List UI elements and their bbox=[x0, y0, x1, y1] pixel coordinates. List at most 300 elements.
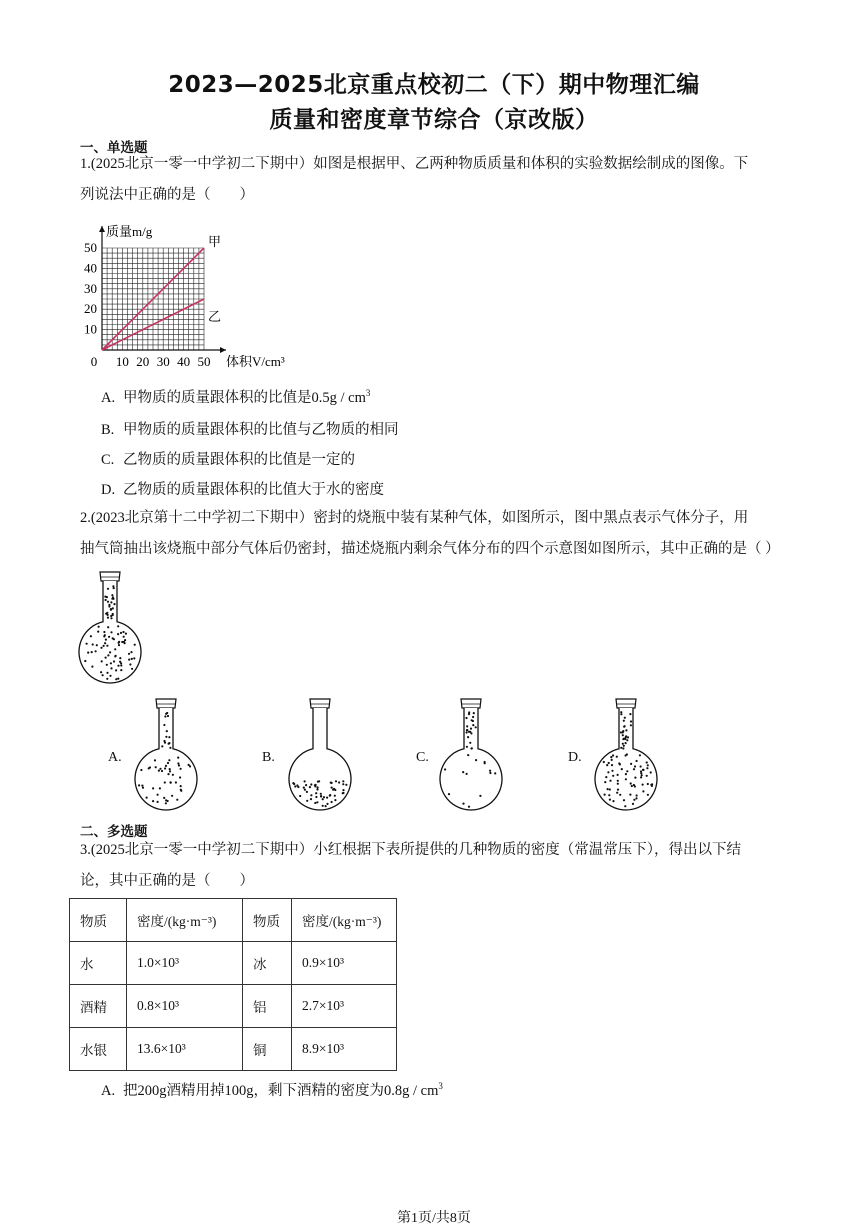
gas-molecule bbox=[642, 784, 644, 786]
gas-molecule bbox=[612, 775, 614, 777]
gas-molecule bbox=[636, 794, 638, 796]
stopper bbox=[616, 699, 636, 708]
gas-molecule bbox=[494, 772, 496, 774]
gas-molecule bbox=[338, 781, 340, 783]
x-axis-label: 体积V/cm³ bbox=[226, 354, 285, 369]
gas-molecule bbox=[622, 738, 624, 740]
gas-molecule bbox=[342, 783, 344, 785]
gas-molecule bbox=[466, 729, 468, 731]
x-tick-label: 30 bbox=[156, 354, 170, 369]
gas-molecule bbox=[119, 661, 121, 663]
stopper bbox=[100, 572, 120, 581]
y-tick-label: 50 bbox=[84, 240, 97, 255]
gas-molecule bbox=[329, 795, 331, 797]
gas-molecule bbox=[117, 625, 119, 627]
gas-molecule bbox=[467, 754, 469, 756]
gas-molecule bbox=[334, 795, 336, 797]
gas-molecule bbox=[108, 636, 110, 638]
gas-molecule bbox=[316, 788, 318, 790]
gas-molecule bbox=[141, 785, 143, 787]
gas-molecule bbox=[467, 736, 469, 738]
table-cell: 水银 bbox=[70, 1028, 127, 1071]
gas-molecule bbox=[124, 642, 126, 644]
stopper bbox=[461, 699, 481, 708]
gas-molecule bbox=[625, 773, 627, 775]
gas-molecule bbox=[299, 795, 301, 797]
gas-molecule bbox=[472, 716, 474, 718]
gas-molecule bbox=[466, 773, 468, 775]
gas-molecule bbox=[107, 588, 109, 590]
gas-molecule bbox=[333, 788, 335, 790]
gas-molecule bbox=[342, 780, 344, 782]
gas-molecule bbox=[468, 806, 470, 808]
gas-molecule bbox=[620, 747, 622, 749]
gas-molecule bbox=[110, 617, 112, 619]
question-text-line: 抽气筒抽出该烧瓶中部分气体后仍密封，描述烧瓶内剩余气体分布的四个示意图如图所示，其中正确的是（ ） bbox=[80, 541, 780, 557]
gas-molecule bbox=[316, 801, 318, 803]
gas-molecule bbox=[479, 795, 481, 797]
gas-molecule bbox=[448, 793, 450, 795]
gas-molecule bbox=[112, 598, 114, 600]
table-cell: 水 bbox=[70, 942, 127, 985]
gas-molecule bbox=[108, 604, 110, 606]
gas-molecule bbox=[617, 789, 619, 791]
gas-molecule bbox=[84, 660, 86, 662]
gas-molecule bbox=[107, 617, 109, 619]
gas-molecule bbox=[611, 759, 613, 761]
option-d[interactable]: D. 乙物质的质量跟体积的比值大于水的密度 bbox=[101, 482, 384, 498]
gas-molecule bbox=[617, 774, 619, 776]
table-cell: 8.9×10³ bbox=[292, 1028, 397, 1071]
gas-molecule bbox=[646, 761, 648, 763]
gas-molecule bbox=[318, 780, 320, 782]
gas-molecule bbox=[604, 781, 606, 783]
gas-molecule bbox=[118, 644, 120, 646]
gas-molecule bbox=[466, 731, 468, 733]
gas-molecule bbox=[608, 794, 610, 796]
gas-molecule bbox=[134, 644, 136, 646]
gas-molecule bbox=[626, 770, 628, 772]
gas-molecule bbox=[642, 790, 644, 792]
gas-molecule bbox=[120, 669, 122, 671]
stopper bbox=[310, 699, 330, 708]
gas-molecule bbox=[296, 784, 298, 786]
gas-molecule bbox=[620, 711, 622, 713]
gas-molecule bbox=[170, 782, 172, 784]
gas-molecule bbox=[128, 659, 130, 661]
question-text-line: (2023北京第十二中学初二下期中）密封的烧瓶中装有某种气体，如图所示，图中黑点表示气体分子，用 bbox=[90, 510, 749, 526]
gas-molecule bbox=[167, 762, 169, 764]
gas-molecule bbox=[103, 631, 105, 633]
gas-molecule bbox=[489, 772, 491, 774]
gas-molecule bbox=[623, 745, 625, 747]
table-cell: 2.7×10³ bbox=[292, 985, 397, 1028]
gas-molecule bbox=[107, 626, 109, 628]
gas-molecule bbox=[330, 782, 332, 784]
gas-molecule bbox=[647, 794, 649, 796]
question-text-line: 论，其中正确的是（ ） bbox=[80, 873, 254, 889]
gas-molecule bbox=[169, 747, 171, 749]
gas-molecule bbox=[157, 794, 159, 796]
gas-molecule bbox=[625, 754, 627, 756]
gas-molecule bbox=[607, 771, 609, 773]
gas-molecule bbox=[103, 645, 105, 647]
gas-molecule bbox=[122, 631, 124, 633]
gas-molecule bbox=[110, 631, 112, 633]
table-row bbox=[70, 942, 397, 985]
gas-molecule bbox=[131, 668, 133, 670]
y-axis-arrow bbox=[99, 226, 105, 232]
gas-molecule bbox=[110, 601, 112, 603]
gas-molecule bbox=[131, 658, 133, 660]
option-b-label[interactable]: B. bbox=[262, 750, 275, 765]
gas-molecule bbox=[325, 805, 327, 807]
gas-molecule bbox=[123, 636, 125, 638]
table-cell: 酒精 bbox=[70, 985, 127, 1028]
gas-molecule bbox=[326, 803, 328, 805]
gas-molecule bbox=[172, 774, 174, 776]
gas-molecule bbox=[114, 648, 116, 650]
option-c[interactable]: C. 乙物质的质量跟体积的比值是一定的 bbox=[101, 452, 355, 468]
gas-molecule bbox=[315, 796, 317, 798]
gas-molecule bbox=[104, 634, 106, 636]
gas-molecule bbox=[180, 768, 182, 770]
gas-molecule bbox=[331, 787, 333, 789]
gas-molecule bbox=[323, 796, 325, 798]
gas-molecule bbox=[92, 643, 94, 645]
y-tick-label: 30 bbox=[84, 280, 97, 296]
density-table bbox=[69, 898, 397, 1071]
gas-molecule bbox=[306, 791, 308, 793]
gas-molecule bbox=[472, 724, 474, 726]
question-text-line: (2025北京一零一中学初二下期中）如图是根据甲、乙两种物质质量和体积的实验数据绘制成的图像。下 bbox=[90, 156, 749, 172]
gas-molecule bbox=[632, 803, 634, 805]
page-number: 第1页/共8页 bbox=[397, 1211, 471, 1226]
option-b[interactable]: B. 甲物质的质量跟体积的比值与乙物质的相同 bbox=[101, 422, 399, 438]
gas-molecule bbox=[130, 651, 132, 653]
gas-molecule bbox=[155, 766, 157, 768]
table-cell: 铜 bbox=[243, 1028, 292, 1071]
gas-molecule bbox=[462, 771, 464, 773]
gas-molecule bbox=[146, 797, 148, 799]
gas-molecule bbox=[114, 655, 116, 657]
gas-molecule bbox=[163, 724, 165, 726]
gas-molecule bbox=[635, 797, 637, 799]
gas-molecule bbox=[625, 729, 627, 731]
table-cell: 冰 bbox=[243, 942, 292, 985]
gas-molecule bbox=[91, 666, 93, 668]
gas-molecule bbox=[335, 780, 337, 782]
gas-molecule bbox=[105, 613, 107, 615]
gas-molecule bbox=[129, 663, 131, 665]
gas-molecule bbox=[167, 800, 169, 802]
gas-molecule bbox=[87, 652, 89, 654]
question-1 bbox=[80, 149, 800, 211]
gas-molecule bbox=[165, 736, 167, 738]
gas-molecule bbox=[117, 665, 119, 667]
section-heading-multi-choice: 二、多选题 bbox=[80, 824, 148, 840]
option-a-label[interactable]: A. bbox=[108, 750, 122, 765]
gas-molecule bbox=[633, 799, 635, 801]
gas-molecule bbox=[624, 717, 626, 719]
gas-molecule bbox=[119, 657, 121, 659]
gas-molecule bbox=[607, 788, 609, 790]
gas-molecule bbox=[149, 766, 151, 768]
flask-option-c-figure[interactable] bbox=[434, 695, 509, 813]
table-cell: 铝 bbox=[243, 985, 292, 1028]
gas-molecule bbox=[608, 762, 610, 764]
gas-molecule bbox=[95, 650, 97, 652]
gas-molecule bbox=[124, 639, 126, 641]
gas-molecule bbox=[629, 794, 631, 796]
gas-molecule bbox=[624, 805, 626, 807]
gas-molecule bbox=[120, 664, 122, 666]
table-cell: 0.8×10³ bbox=[127, 985, 243, 1028]
gas-molecule bbox=[641, 774, 643, 776]
gas-molecule bbox=[646, 767, 648, 769]
flask-option-b-figure[interactable] bbox=[283, 695, 358, 813]
gas-molecule bbox=[110, 662, 112, 664]
gas-molecule bbox=[489, 770, 491, 772]
gas-molecule bbox=[100, 647, 102, 649]
gas-molecule bbox=[97, 631, 99, 633]
table-header-cell: 密度/(kg·m⁻³) bbox=[292, 899, 397, 942]
gas-molecule bbox=[109, 651, 111, 653]
gas-molecule bbox=[161, 770, 163, 772]
gas-molecule bbox=[640, 765, 642, 767]
gas-molecule bbox=[310, 783, 312, 785]
gas-molecule bbox=[640, 772, 642, 774]
gas-molecule bbox=[629, 713, 631, 715]
gas-molecule bbox=[630, 763, 632, 765]
gas-molecule bbox=[106, 678, 108, 680]
gas-molecule bbox=[623, 799, 625, 801]
gas-molecule bbox=[113, 603, 115, 605]
gas-molecule bbox=[101, 660, 103, 662]
gas-molecule bbox=[633, 784, 635, 786]
gas-molecule bbox=[91, 651, 93, 653]
gas-molecule bbox=[152, 787, 154, 789]
gas-molecule bbox=[165, 765, 167, 767]
gas-molecule bbox=[115, 669, 117, 671]
flask-option-d-figure[interactable] bbox=[589, 695, 664, 813]
gas-molecule bbox=[159, 768, 161, 770]
option-d-label[interactable]: D. bbox=[568, 750, 582, 765]
y-axis-label: 质量m/g bbox=[106, 224, 153, 239]
gas-molecule bbox=[314, 785, 316, 787]
option-a[interactable]: A. 把200g酒精用掉100g，剩下酒精的密度为$0.8g / cm^3$ bbox=[101, 1081, 443, 1099]
gas-molecule bbox=[168, 759, 170, 761]
flask-outline bbox=[79, 581, 141, 683]
gas-molecule bbox=[107, 601, 109, 603]
gas-molecule bbox=[109, 675, 111, 677]
gas-molecule bbox=[609, 799, 611, 801]
gas-molecule bbox=[169, 768, 171, 770]
gas-molecule bbox=[121, 641, 123, 643]
table-cell: 0.9×10³ bbox=[292, 942, 397, 985]
gas-molecule bbox=[605, 776, 607, 778]
gas-molecule bbox=[117, 633, 119, 635]
stopper bbox=[156, 699, 176, 708]
gas-molecule bbox=[96, 644, 98, 646]
gas-molecule bbox=[304, 780, 306, 782]
gas-molecule bbox=[110, 667, 112, 669]
gas-molecule bbox=[180, 785, 182, 787]
gas-molecule bbox=[326, 797, 328, 799]
gas-molecule bbox=[161, 745, 163, 747]
gas-molecule bbox=[169, 770, 171, 772]
origin-label: 0 bbox=[90, 354, 98, 369]
page-subtitle: 质量和密度章节综合（京改版） bbox=[269, 107, 599, 133]
gas-molecule bbox=[606, 764, 608, 766]
gas-molecule bbox=[630, 782, 632, 784]
gas-molecule bbox=[616, 792, 618, 794]
gas-molecule bbox=[466, 725, 468, 727]
x-axis-arrow bbox=[220, 347, 226, 353]
gas-molecule bbox=[159, 787, 161, 789]
gas-molecule bbox=[309, 786, 311, 788]
gas-molecule bbox=[165, 713, 167, 715]
gas-molecule bbox=[317, 786, 319, 788]
gas-molecule bbox=[168, 743, 170, 745]
gas-molecule bbox=[609, 788, 611, 790]
gas-molecule bbox=[468, 713, 470, 715]
table-header-cell: 物质 bbox=[70, 899, 127, 942]
gas-molecule bbox=[112, 607, 114, 609]
gas-molecule bbox=[157, 801, 159, 803]
gas-molecule bbox=[133, 657, 135, 659]
question-3 bbox=[80, 835, 820, 897]
gas-molecule bbox=[113, 660, 115, 662]
gas-molecule bbox=[178, 764, 180, 766]
gas-molecule bbox=[180, 790, 182, 792]
gas-molecule bbox=[164, 781, 166, 783]
gas-molecule bbox=[466, 746, 468, 748]
gas-molecule bbox=[475, 726, 477, 728]
gas-molecule bbox=[113, 638, 115, 640]
gas-molecule bbox=[465, 717, 467, 719]
gas-molecule bbox=[105, 599, 107, 601]
gas-molecule bbox=[105, 639, 107, 641]
series-label: 乙 bbox=[208, 310, 222, 325]
gas-molecule bbox=[473, 712, 475, 714]
gas-molecule bbox=[610, 756, 612, 758]
gas-molecule bbox=[621, 768, 623, 770]
flask-option-a-figure[interactable] bbox=[129, 695, 204, 813]
gas-molecule bbox=[118, 642, 120, 644]
table-header-row bbox=[70, 899, 397, 942]
gas-molecule bbox=[444, 768, 446, 770]
gas-molecule bbox=[617, 780, 619, 782]
table-header-cell: 物质 bbox=[243, 899, 292, 942]
y-tick-label: 20 bbox=[84, 301, 97, 317]
gas-molecule bbox=[468, 731, 470, 733]
gas-molecule bbox=[154, 759, 156, 761]
gas-molecule bbox=[188, 764, 190, 766]
gas-molecule bbox=[164, 715, 166, 717]
gas-molecule bbox=[620, 713, 622, 715]
table-row bbox=[70, 985, 397, 1028]
gas-molecule bbox=[111, 594, 113, 596]
x-tick-label: 40 bbox=[177, 354, 191, 369]
x-tick-label: 50 bbox=[197, 354, 211, 369]
gas-molecule bbox=[176, 799, 178, 801]
flask-outline bbox=[135, 708, 197, 810]
gas-molecule bbox=[470, 728, 472, 730]
gas-molecule bbox=[611, 764, 613, 766]
gas-molecule bbox=[292, 782, 294, 784]
gas-molecule bbox=[177, 757, 179, 759]
gas-molecule bbox=[306, 800, 308, 802]
gas-molecule bbox=[612, 800, 614, 802]
gas-molecule bbox=[619, 794, 621, 796]
gas-molecule bbox=[611, 770, 613, 772]
gas-molecule bbox=[98, 626, 100, 628]
gas-molecule bbox=[294, 785, 296, 787]
gas-molecule bbox=[304, 789, 306, 791]
gas-molecule bbox=[106, 672, 108, 674]
gas-molecule bbox=[168, 736, 170, 738]
gas-molecule bbox=[320, 793, 322, 795]
gas-molecule bbox=[305, 784, 307, 786]
gas-molecule bbox=[630, 720, 632, 722]
flask-outline bbox=[289, 708, 351, 810]
option-a[interactable]: A. 甲物质的质量跟体积的比值是$0.5g / cm^3$ bbox=[101, 388, 371, 406]
gas-molecule bbox=[138, 784, 140, 786]
gas-molecule bbox=[650, 771, 652, 773]
gas-molecule bbox=[310, 798, 312, 800]
gas-molecule bbox=[90, 635, 92, 637]
table-cell: 1.0×10³ bbox=[127, 942, 243, 985]
gas-molecule bbox=[484, 761, 486, 763]
gas-molecule bbox=[110, 609, 112, 611]
gas-molecule bbox=[647, 764, 649, 766]
gas-molecule bbox=[640, 776, 642, 778]
gas-molecule bbox=[165, 802, 167, 804]
gas-molecule bbox=[303, 787, 305, 789]
gas-molecule bbox=[179, 776, 181, 778]
question-number: 3. bbox=[80, 842, 91, 858]
gas-molecule bbox=[469, 742, 471, 744]
mass-volume-chart bbox=[70, 210, 310, 375]
gas-molecule bbox=[107, 654, 109, 656]
gas-molecule bbox=[651, 785, 653, 787]
option-c-label[interactable]: C. bbox=[416, 750, 429, 765]
gas-molecule bbox=[163, 797, 165, 799]
gas-molecule bbox=[626, 739, 628, 741]
gas-molecule bbox=[112, 614, 114, 616]
gas-molecule bbox=[642, 769, 644, 771]
gas-molecule bbox=[104, 596, 106, 598]
gas-molecule bbox=[164, 742, 166, 744]
gas-molecule bbox=[314, 802, 316, 804]
gas-molecule bbox=[102, 674, 104, 676]
series-label: 甲 bbox=[208, 235, 222, 250]
gas-molecule bbox=[624, 725, 626, 727]
gas-molecule bbox=[120, 632, 122, 634]
gas-molecule bbox=[158, 770, 160, 772]
gas-molecule bbox=[125, 633, 127, 635]
gas-molecule bbox=[627, 736, 629, 738]
question-text-line: (2025北京一零一中学初二下期中）小红根据下表所提供的几种物质的密度（常温常压下），得出以下结 bbox=[90, 842, 741, 858]
page-title: 2023—2025北京重点校初二（下）期中物理汇编 bbox=[168, 72, 700, 98]
gas-molecule bbox=[639, 754, 641, 756]
gas-molecule bbox=[128, 653, 130, 655]
question-number: 1. bbox=[80, 156, 91, 172]
gas-molecule bbox=[100, 671, 102, 673]
table-cell: 13.6×10³ bbox=[127, 1028, 243, 1071]
table-header-cell: 密度/(kg·m⁻³) bbox=[127, 899, 243, 942]
